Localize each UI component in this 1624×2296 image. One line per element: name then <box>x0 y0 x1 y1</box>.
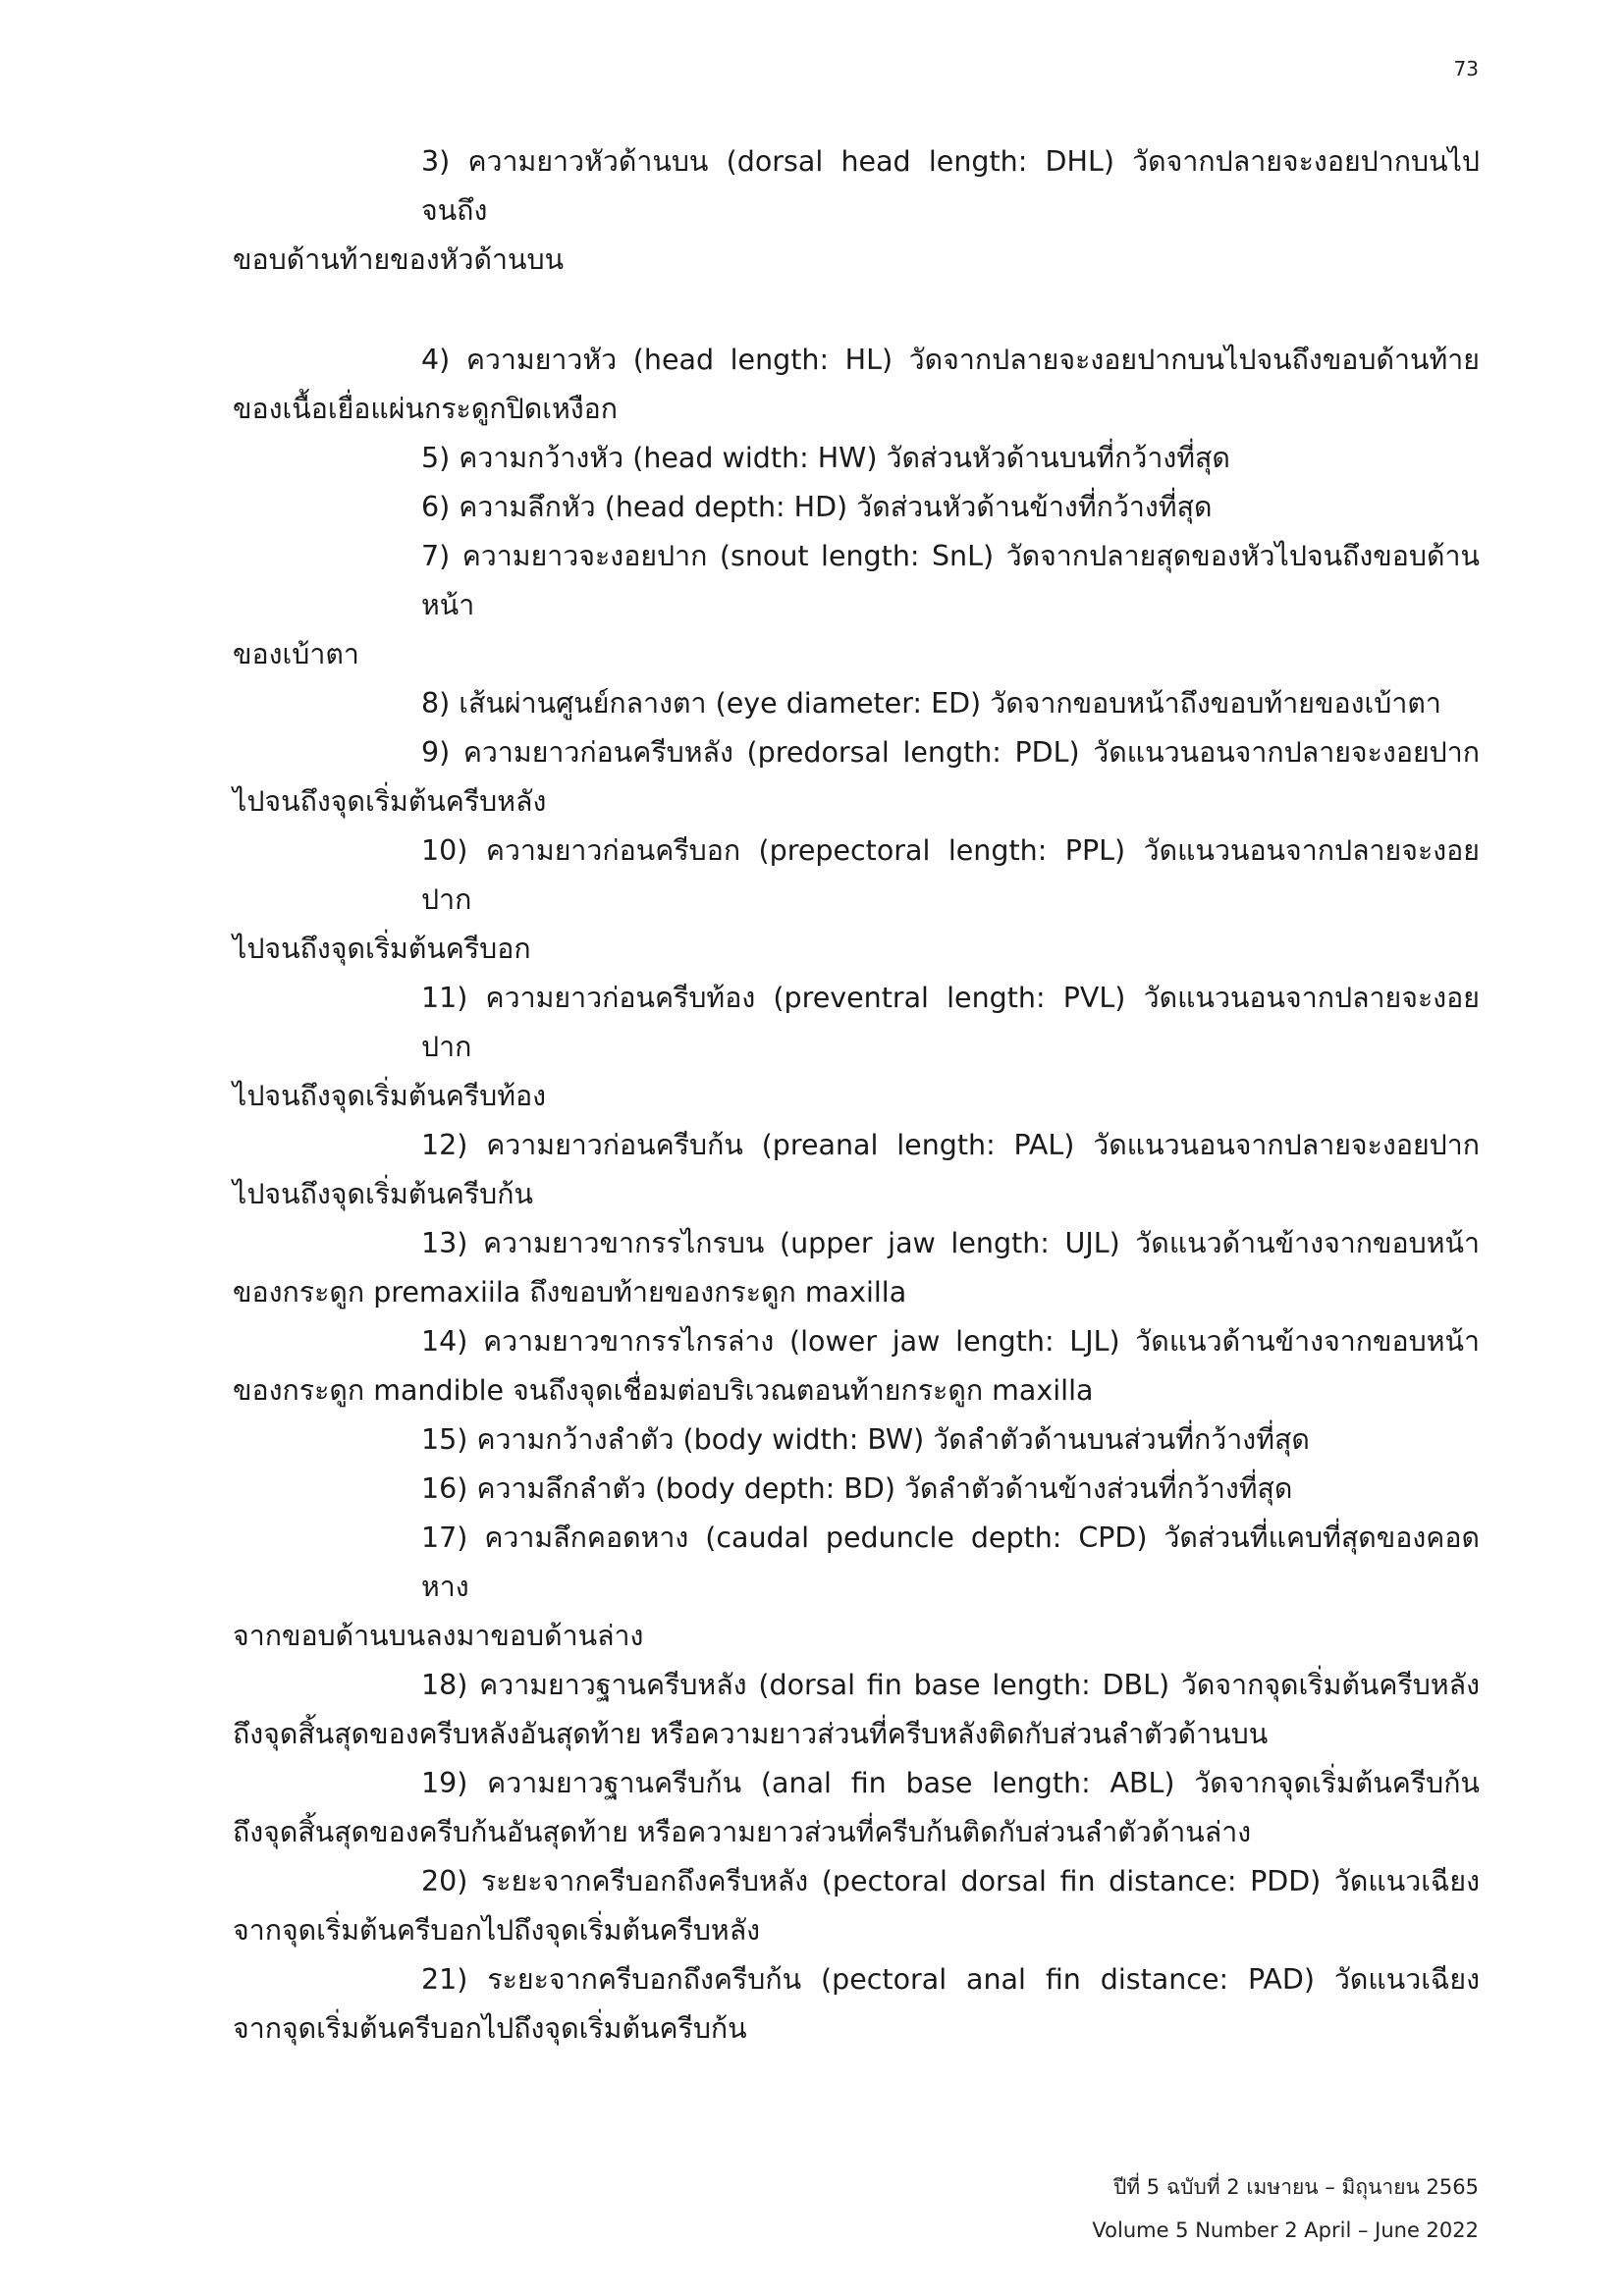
item-first-line: 12) ความยาวก่อนครีบก้น (preanal length: PAL) วัดแนวนอนจากปลายจะงอยปาก <box>421 1129 1480 1161</box>
item-continuation: ของเนื้อเยื่อแผ่นกระดูกปิดเหงือก <box>233 393 619 425</box>
item-continuation: ไปจนถึงจุดเริ่มต้นครีบก้น <box>233 1178 534 1210</box>
item-first-line: 18) ความยาวฐานครีบหลัง (dorsal fin base length: DBL) วัดจากจุดเริ่มต้นครีบหลัง <box>421 1669 1480 1701</box>
list-item <box>233 974 1480 1121</box>
item-continuation: ของเบ้าตา <box>233 638 359 670</box>
item-continuation: ของกระดูก mandible จนถึงจุดเชื่อมต่อบริเวณตอนท้ายกระดูก maxilla <box>233 1374 1094 1407</box>
item-continuation: ถึงจุดสิ้นสุดของครีบหลังอันสุดท้าย หรือความยาวส่วนที่ครีบหลังติดกับส่วนลำตัวด้านบน <box>233 1718 1269 1750</box>
item-first-line: 19) ความยาวฐานครีบก้น (anal fin base length: ABL) วัดจากจุดเริ่มต้นครีบก้น <box>421 1767 1480 1799</box>
item-first-line: 17) ความลึกคอดหาง (caudal peduncle depth: CPD) วัดส่วนที่แคบที่สุดของคอดหาง <box>421 1522 1480 1603</box>
item-first-line: 16) ความลึกลำตัว (body depth: BD) วัดลำตัวด้านข้างส่วนที่กว้างที่สุด <box>421 1472 1293 1505</box>
item-continuation: ไปจนถึงจุดเริ่มต้นครีบอก <box>233 933 531 965</box>
list-item <box>233 137 1480 285</box>
journal-footer <box>1092 2165 1479 2252</box>
item-first-line: 3) ความยาวหัวด้านบน (dorsal head length: DHL) วัดจากปลายจะงอยปากบนไปจนถึง <box>421 145 1480 227</box>
item-first-line: 9) ความยาวก่อนครีบหลัง (predorsal length: PDL) วัดแนวนอนจากปลายจะงอยปาก <box>421 736 1480 769</box>
list-item <box>233 827 1480 974</box>
list-item <box>233 1121 1480 1219</box>
list-item <box>233 1415 1480 1465</box>
list-item <box>233 679 1480 728</box>
item-first-line: 6) ความลึกหัว (head depth: HD) วัดส่วนหัวด้านข้างที่กว้างที่สุด <box>421 491 1213 523</box>
list-item <box>233 1514 1480 1661</box>
item-first-line: 10) ความยาวก่อนครีบอก (prepectoral length: PPL) วัดแนวนอนจากปลายจะงอยปาก <box>421 834 1480 916</box>
item-continuation: จากขอบด้านบนลงมาขอบด้านล่าง <box>233 1620 644 1652</box>
item-continuation: ขอบด้านท้ายของหัวด้านบน <box>233 243 565 276</box>
footer-english-issue: Volume 5 Number 2 April – June 2022 <box>1092 2218 1479 2242</box>
measurement-list <box>233 137 1480 2054</box>
list-item <box>233 483 1480 532</box>
list-item <box>233 434 1480 483</box>
item-first-line: 15) ความกว้างลำตัว (body width: BW) วัดลำตัวด้านบนส่วนที่กว้างที่สุด <box>421 1423 1310 1456</box>
item-continuation: ถึงจุดสิ้นสุดของครีบก้นอันสุดท้าย หรือความยาวส่วนที่ครีบก้นติดกับส่วนลำตัวด้านล่าง <box>233 1816 1252 1848</box>
item-first-line: 4) ความยาวหัว (head length: HL) วัดจากปลายจะงอยปากบนไปจนถึงขอบด้านท้าย <box>421 344 1480 376</box>
item-first-line: 5) ความกว้างหัว (head width: HW) วัดส่วนหัวด้านบนที่กว้างที่สุด <box>421 442 1230 474</box>
list-item <box>233 728 1480 827</box>
list-item <box>233 1857 1480 1955</box>
list-item <box>233 1759 1480 1857</box>
page-number: 73 <box>1453 57 1479 80</box>
item-continuation: จากจุดเริ่มต้นครีบอกไปถึงจุดเริ่มต้นครีบหลัง <box>233 1914 761 1947</box>
list-item <box>233 1661 1480 1759</box>
item-continuation: ของกระดูก premaxiila ถึงขอบท้ายของกระดูก maxilla <box>233 1276 907 1308</box>
list-item <box>233 1317 1480 1415</box>
item-continuation: ไปจนถึงจุดเริ่มต้นครีบหลัง <box>233 785 547 818</box>
item-first-line: 8) เส้นผ่านศูนย์กลางตา (eye diameter: ED) วัดจากขอบหน้าถึงขอบท้ายของเบ้าตา <box>421 687 1441 720</box>
list-item <box>233 1465 1480 1514</box>
footer-thai-issue: ปีที่ 5 ฉบับที่ 2 เมษายน – มิถุนายน 2565 <box>1112 2175 1479 2199</box>
list-item <box>233 336 1480 434</box>
item-first-line: 21) ระยะจากครีบอกถึงครีบก้น (pectoral anal fin distance: PAD) วัดแนวเฉียง <box>421 1963 1480 1996</box>
item-first-line: 11) ความยาวก่อนครีบท้อง (preventral length: PVL) วัดแนวนอนจากปลายจะงอยปาก <box>421 982 1480 1063</box>
list-item <box>233 532 1480 679</box>
item-first-line: 7) ความยาวจะงอยปาก (snout length: SnL) วัดจากปลายสุดของหัวไปจนถึงขอบด้านหน้า <box>421 540 1480 621</box>
item-first-line: 14) ความยาวขากรรไกรล่าง (lower jaw length: LJL) วัดแนวด้านข้างจากขอบหน้า <box>421 1325 1480 1358</box>
item-first-line: 13) ความยาวขากรรไกรบน (upper jaw length: UJL) วัดแนวด้านข้างจากขอบหน้า <box>421 1227 1480 1259</box>
item-first-line: 20) ระยะจากครีบอกถึงครีบหลัง (pectoral dorsal fin distance: PDD) วัดแนวเฉียง <box>421 1865 1480 1897</box>
item-continuation: ไปจนถึงจุดเริ่มต้นครีบท้อง <box>233 1080 547 1112</box>
list-item <box>233 1219 1480 1317</box>
list-item <box>233 1955 1480 2054</box>
item-continuation: จากจุดเริ่มต้นครีบอกไปถึงจุดเริ่มต้นครีบก้น <box>233 2012 747 2045</box>
